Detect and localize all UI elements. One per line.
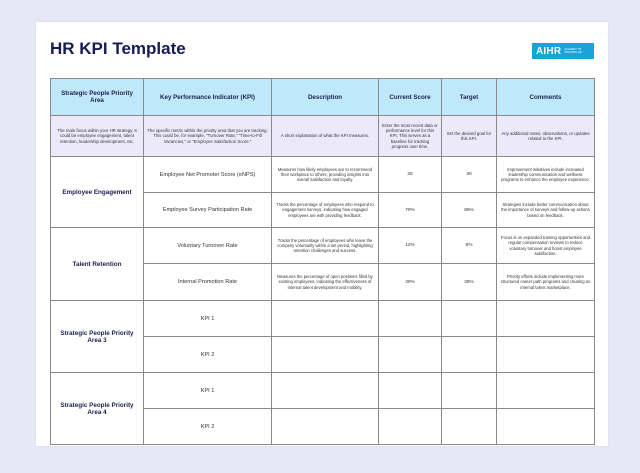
target-cell[interactable]: 38%	[442, 264, 497, 301]
comments-cell[interactable]	[497, 301, 595, 337]
guide-description: A short explanation of what the KPI measures.	[272, 116, 379, 157]
comments-cell[interactable]: Improvement initiatives include increased leadership communication and wellness programs to enhance the employee experience.	[497, 157, 595, 193]
current-score-cell[interactable]: 25	[379, 157, 442, 193]
guide-current-score: Enter the most recent data or performance level for this KPI. This serves as a baseline for tracking progress over time.	[379, 116, 442, 157]
priority-area-cell[interactable]: Strategic People Priority Area 4	[51, 373, 144, 445]
current-score-cell[interactable]: 70%	[379, 193, 442, 228]
kpi-cell[interactable]: KPI 1	[144, 373, 272, 409]
current-score-cell[interactable]	[379, 409, 442, 445]
target-cell[interactable]	[442, 373, 497, 409]
description-cell[interactable]	[272, 373, 379, 409]
current-score-cell[interactable]: 30%	[379, 264, 442, 301]
description-cell[interactable]	[272, 337, 379, 373]
description-cell[interactable]: Tracks the percentage of employees who respond to engagement surveys, indicating how engaged employees are with providing feedback.	[272, 193, 379, 228]
page-title: HR KPI Template	[50, 39, 186, 58]
logo-subtitle: ACADEMY TO INNOVATE HR	[564, 48, 582, 54]
kpi-cell[interactable]: KPI 1	[144, 301, 272, 337]
kpi-cell[interactable]: KPI 2	[144, 409, 272, 445]
guide-row	[51, 116, 595, 157]
target-cell[interactable]: 85%	[442, 193, 497, 228]
kpi-cell[interactable]: Voluntary Turnover Rate	[144, 228, 272, 264]
target-cell[interactable]	[442, 301, 497, 337]
table-row	[51, 157, 595, 193]
header-current-score: Current Score	[379, 79, 442, 116]
kpi-cell[interactable]: KPI 2	[144, 337, 272, 373]
header-priority-area: Strategic People Priority Area	[51, 79, 144, 116]
comments-cell[interactable]: Strategies include better communication about the importance of surveys and follow-up actions based on feedback.	[497, 193, 595, 228]
current-score-cell[interactable]	[379, 301, 442, 337]
guide-target: Set the desired goal for this KPI.	[442, 116, 497, 157]
priority-area-cell[interactable]: Employee Engagement	[51, 157, 144, 228]
target-cell[interactable]: 8%	[442, 228, 497, 264]
description-cell[interactable]	[272, 409, 379, 445]
target-cell[interactable]	[442, 409, 497, 445]
header-comments: Comments	[497, 79, 595, 116]
logo-mark: AIHR	[536, 45, 562, 57]
table-row	[51, 373, 595, 409]
description-cell[interactable]	[272, 301, 379, 337]
target-cell[interactable]: 30	[442, 157, 497, 193]
comments-cell[interactable]: Focus is on expanded training opportunities and regular compensation reviews to reduce voluntary turnover and boost employee satisfaction.	[497, 228, 595, 264]
kpi-cell[interactable]: Employee Survey Participation Rate	[144, 193, 272, 228]
kpi-cell[interactable]: Internal Promotion Rate	[144, 264, 272, 301]
header-kpi: Key Performance Indicator (KPI)	[144, 79, 272, 116]
template-sheet	[36, 22, 608, 446]
priority-area-cell[interactable]: Talent Retention	[51, 228, 144, 301]
guide-comments: Any additional notes, observations, or updates related to the KPI.	[497, 116, 595, 157]
comments-cell[interactable]: Priority efforts include implementing more structured career path programs and creating an internal talent marketplace.	[497, 264, 595, 301]
header-row	[51, 79, 595, 116]
current-score-cell[interactable]	[379, 337, 442, 373]
header-description: Description	[272, 79, 379, 116]
current-score-cell[interactable]	[379, 373, 442, 409]
kpi-cell[interactable]: Employee Net Promoter Score (eNPS)	[144, 157, 272, 193]
table-row	[51, 301, 595, 337]
guide-kpi: The specific metric within the priority area that you are tracking. This could be, for example, "Turnover Rate," "Time-to-Fill Vacancies," or "Employee Satisfaction Score."	[144, 116, 272, 157]
comments-cell[interactable]	[497, 409, 595, 445]
description-cell[interactable]: Measures the percentage of open positions filled by existing employees, indicating the effectiveness of internal talent development and mobility.	[272, 264, 379, 301]
comments-cell[interactable]	[497, 373, 595, 409]
guide-priority-area: The main focus within your HR strategy. It could be employee engagement, talent retention, leadership development, etc.	[51, 116, 144, 157]
table-row	[51, 228, 595, 264]
aihr-logo	[532, 43, 594, 59]
description-cell[interactable]: Tracks the percentage of employees who leave the company voluntarily within a set period, highlighting retention challenges and success.	[272, 228, 379, 264]
header-target: Target	[442, 79, 497, 116]
current-score-cell[interactable]: 12%	[379, 228, 442, 264]
description-cell[interactable]: Measures how likely employees are to recommend their workplace to others, providing insights into overall satisfaction and loyalty.	[272, 157, 379, 193]
target-cell[interactable]	[442, 337, 497, 373]
kpi-table	[50, 78, 595, 445]
comments-cell[interactable]	[497, 337, 595, 373]
priority-area-cell[interactable]: Strategic People Priority Area 3	[51, 301, 144, 373]
